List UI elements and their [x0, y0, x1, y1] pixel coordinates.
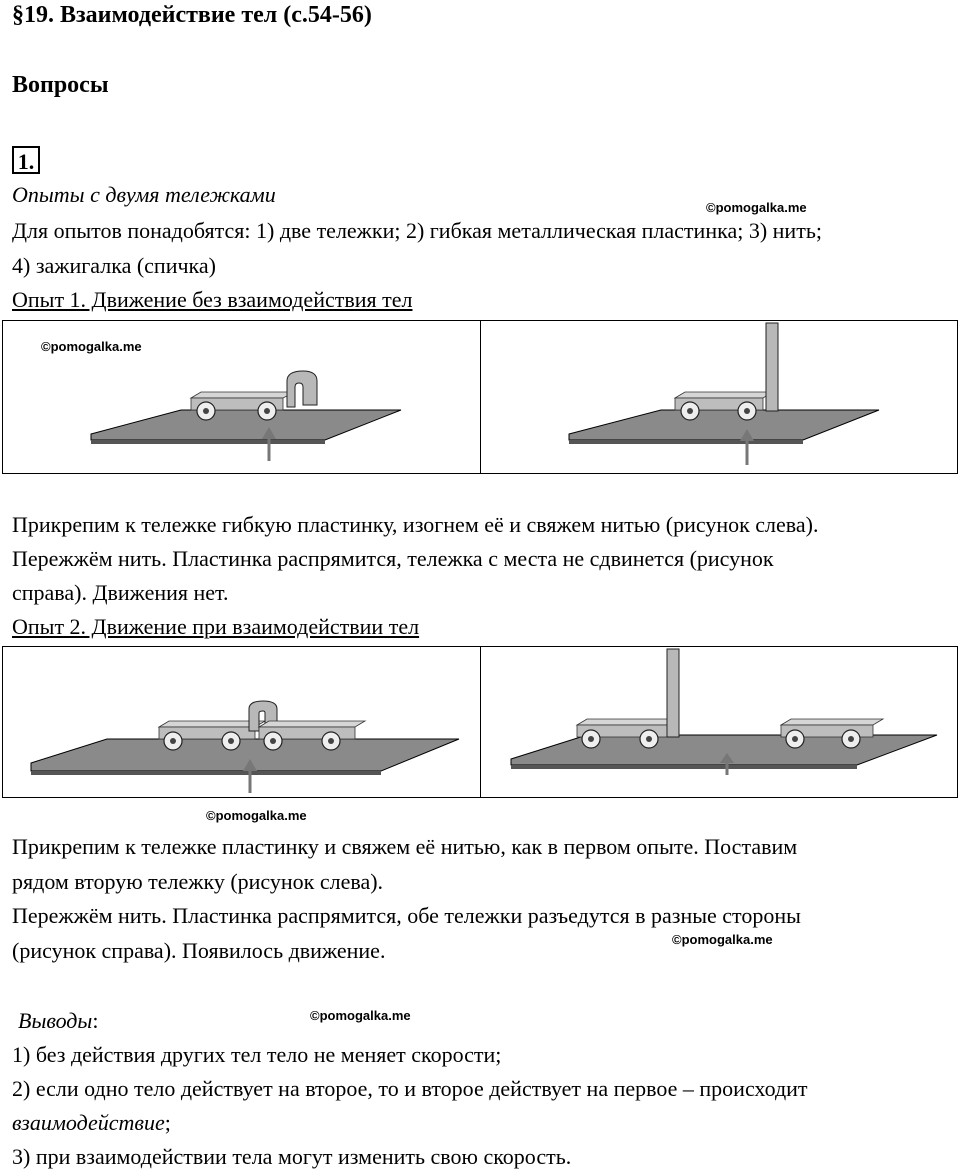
intro-line: 4) зажигалка (спичка): [12, 253, 216, 278]
cart-with-bent-plate-illustration: [3, 321, 483, 475]
watermark: ©pomogalka.me: [41, 339, 142, 354]
exp1-text-line: Прикрепим к тележке гибкую пластинку, изогнем её и свяжем нитью (рисунок слева).: [12, 512, 819, 537]
exp2-figure-left: [2, 646, 482, 798]
exp2-text-line: рядом вторую тележку (рисунок слева).: [12, 869, 384, 894]
conclusion-term-end: ;: [164, 1110, 171, 1135]
conclusions-label-text: Выводы: [18, 1008, 93, 1033]
exp1-text-line: Пережжём нить. Пластинка распрямится, тележка с места не сдвинется (рисунок: [12, 546, 774, 571]
watermark: ©pomogalka.me: [706, 200, 807, 215]
exp2-text-line: Прикрепим к тележке пластинку и свяжем её нитью, как в первом опыте. Поставим: [12, 834, 798, 859]
exp2-figure-right: [480, 646, 958, 798]
conclusion-item: 1) без действия других тел тело не меняет скорости;: [12, 1042, 502, 1067]
watermark: ©pomogalka.me: [206, 808, 307, 823]
question-number: 1.: [12, 146, 40, 174]
conclusion-term: взаимодействие: [12, 1110, 165, 1135]
experiment-2-title: Опыт 2. Движение при взаимодействии тел: [12, 614, 420, 639]
conclusions-colon: :: [92, 1008, 99, 1033]
exp2-text-line: (рисунок справа). Появилось движение.: [12, 938, 386, 963]
cart-with-straight-plate-illustration: [481, 321, 959, 475]
conclusions-label: [18, 1008, 98, 1034]
two-carts-apart-illustration: [481, 647, 959, 799]
conclusion-item: 3) при взаимодействии тела могут изменить свою скорость.: [12, 1144, 572, 1169]
exp1-figure-left: [2, 320, 482, 474]
experiment-1-title: Опыт 1. Движение без взаимодействия тел: [12, 287, 413, 312]
conclusion-item: [12, 1110, 171, 1136]
two-carts-bent-plate-illustration: [3, 647, 483, 799]
conclusion-item: 2) если одно тело действует на второе, то и второе действует на первое – происходит: [12, 1076, 808, 1101]
intro-line: Для опытов понадобятся: 1) две тележки; 2) гибкая металлическая пластинка; 3) нить;: [12, 218, 822, 243]
intro-heading: Опыты с двумя тележками: [12, 182, 276, 207]
exp1-figure-right: [480, 320, 958, 474]
watermark: ©pomogalka.me: [310, 1008, 411, 1023]
page-title: §19. Взаимодействие тел (с.54-56): [12, 2, 372, 28]
section-heading: Вопросы: [12, 72, 109, 98]
exp1-text-line: справа). Движения нет.: [12, 580, 229, 605]
exp2-text-line: Пережжём нить. Пластинка распрямится, обе тележки разъедутся в разные стороны: [12, 903, 801, 928]
watermark: ©pomogalka.me: [672, 932, 773, 947]
